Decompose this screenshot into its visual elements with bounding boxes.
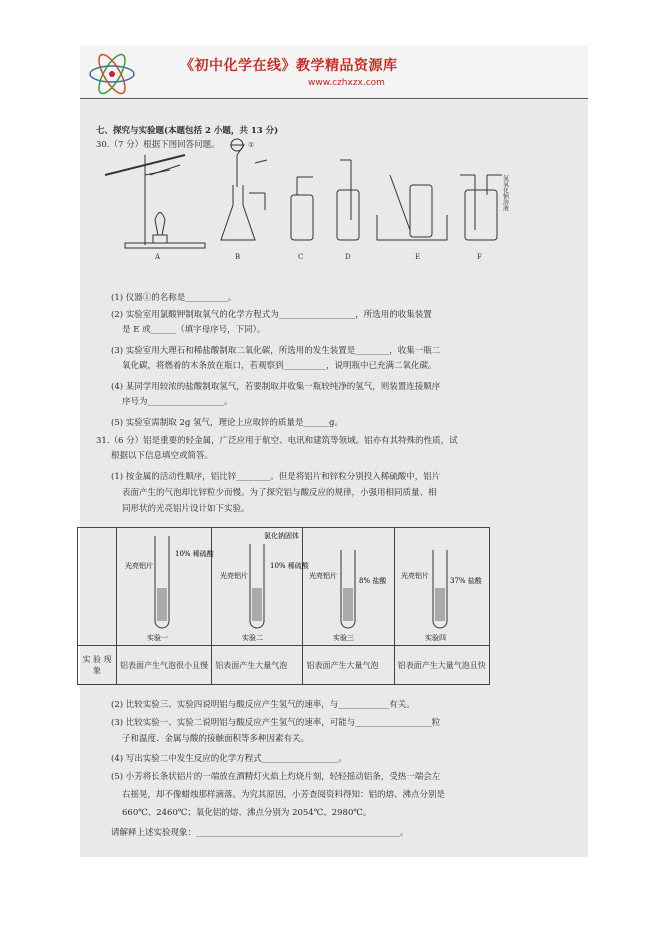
row-label: 实 验 现 象 bbox=[78, 646, 117, 685]
q31-line-1: 31.（6 分）铝是重要的轻金属，广泛应用于航空、电讯和建筑等领域。铝亦有其特殊的性质，试 bbox=[96, 436, 458, 446]
label-d: D bbox=[345, 253, 351, 261]
exp1-label: 实验一 bbox=[147, 634, 168, 642]
test-tube-2-icon bbox=[212, 528, 310, 643]
exp2-extra: 氯化钠固体 bbox=[264, 532, 300, 540]
q31-line-2: 根据以下信息填空或简答。 bbox=[111, 451, 214, 461]
q31-after-1: (2) 比较实验三、实验四说明铝与酸反应产生氢气的速率，与____________有关。 bbox=[111, 700, 415, 710]
exp2-solution: 10% 稀硫酸 bbox=[270, 562, 310, 570]
naoh-label: 氢氧化钠溶液 bbox=[501, 175, 509, 211]
q31-after-3: 子和温度、金属与酸的接触面积等多种因素有关。 bbox=[122, 734, 310, 744]
q31-line-4: 表面产生的气泡却比锌粒少而慢。为了探究铝与酸反应的规律，小强用相同质量、相 bbox=[122, 488, 437, 498]
q30-line-4: (3) 实验室用大理石和稀盐酸制取二氧化碳，所选用的发生装置是________，收集一瓶二 bbox=[111, 346, 441, 356]
q31-after-6: 右摇晃，却不像蜡烛那样滴落。为究其原因，小芳查阅资料得知：铝的熔、沸点分别是 bbox=[122, 790, 446, 800]
label-c: C bbox=[298, 253, 304, 261]
section-title: 七、探究与实验题(本题包括 2 小题，共 13 分) bbox=[96, 126, 279, 136]
exp4-solution: 37% 盐酸 bbox=[449, 577, 482, 585]
exp4-foil: 光亮铝片 bbox=[400, 572, 429, 580]
exp3-cell bbox=[303, 528, 394, 646]
exp1-cell bbox=[117, 528, 212, 646]
label-b: B bbox=[235, 253, 241, 261]
q30-line-5: 氧化碳，将燃着的木条放在瓶口，若观察到__________，说明瓶中已充满二氧化碳。 bbox=[122, 361, 437, 371]
exp4-label: 实验四 bbox=[424, 634, 446, 642]
label-a: A bbox=[155, 253, 161, 261]
exp4-result: 铝表面产生大量气泡且快 bbox=[394, 646, 489, 685]
q31-after-4: (4) 写出实验二中发生反应的化学方程式__________________。 bbox=[111, 754, 347, 764]
site-header bbox=[80, 45, 588, 100]
exp1-result: 铝表面产生气泡很小且慢 bbox=[117, 646, 212, 685]
experiment-table bbox=[77, 527, 490, 685]
exp3-label: 实验三 bbox=[333, 634, 355, 642]
apparatus-diagram bbox=[65, 135, 509, 265]
exp3-solution: 8% 盐酸 bbox=[359, 577, 387, 585]
exp2-cell bbox=[212, 528, 310, 646]
site-title: 《初中化学在线》教学精品资源库 bbox=[180, 58, 398, 74]
exp1-solution: 10% 稀硫酸 bbox=[175, 550, 214, 558]
header-divider bbox=[80, 98, 588, 99]
atom-logo-icon bbox=[86, 53, 138, 95]
q30-line-8: (5) 实验室需制取 2g 氢气，理论上应取锌的质量是______g。 bbox=[111, 418, 343, 428]
q30-line-6: (4) 某同学用较浓的盐酸制取氢气，若要制取并收集一瓶较纯净的氢气，则装置连接顺序 bbox=[111, 382, 441, 392]
q30-line-7: 序号为__________________。 bbox=[122, 397, 233, 407]
test-tube-3-icon bbox=[303, 528, 393, 643]
exp3-foil: 光亮铝片 bbox=[309, 572, 338, 580]
q31-line-5: 同形状的光亮铝片设计如下实验。 bbox=[122, 504, 250, 514]
exp1-foil: 光亮铝片 bbox=[125, 562, 153, 570]
test-tube-4-icon bbox=[395, 528, 485, 643]
exp4-cell bbox=[394, 528, 489, 646]
label-f: F bbox=[477, 253, 482, 261]
q31-after-7: 660℃、2460℃；氧化铝的熔、沸点分别为 2054℃、2980℃。 bbox=[122, 808, 372, 818]
exp2-label: 实验二 bbox=[242, 634, 264, 642]
table-corner bbox=[78, 528, 117, 646]
test-tube-1-icon bbox=[117, 528, 214, 643]
q30-stem: 30.（7 分）根据下图回答问题。 bbox=[96, 140, 220, 150]
exp2-foil: 光亮铝片 bbox=[220, 572, 249, 580]
site-url[interactable]: www.czhxzx.com bbox=[308, 78, 385, 88]
label-e: E bbox=[415, 253, 421, 261]
exp3-result: 铝表面产生大量气泡 bbox=[303, 646, 394, 685]
q31-after-5: (5) 小芳将长条状铝片的一端放在酒精灯火焰上灼烧片刻，轻轻摇动铝条，受热一端会左 bbox=[111, 772, 441, 782]
q30-line-2: (2) 实验室用氯酸钾制取氧气的化学方程式为__________________，所选用的收集装置 bbox=[111, 310, 432, 320]
q31-after-8: 请解释上述实验现象：________________________________________________。 bbox=[111, 828, 409, 838]
apparatus-letters bbox=[154, 253, 482, 261]
exp2-result: 铝表面产生大量气泡 bbox=[212, 646, 303, 685]
marker-1: ① bbox=[248, 141, 255, 149]
q30-line-1: (1) 仪器①的名称是__________。 bbox=[111, 293, 237, 303]
q30-line-3: 是 E 或______（填字母序号，下同）。 bbox=[122, 325, 266, 335]
q31-after-2: (3) 比较实验一、实验二说明铝与酸反应产生氢气的速率，可能与__________________粒 bbox=[111, 718, 441, 728]
q31-line-3: (1) 按金属的活动性顺序，铝比锌________。但是将铝片和锌粒分别投入稀硫酸中，铝片 bbox=[111, 472, 441, 482]
